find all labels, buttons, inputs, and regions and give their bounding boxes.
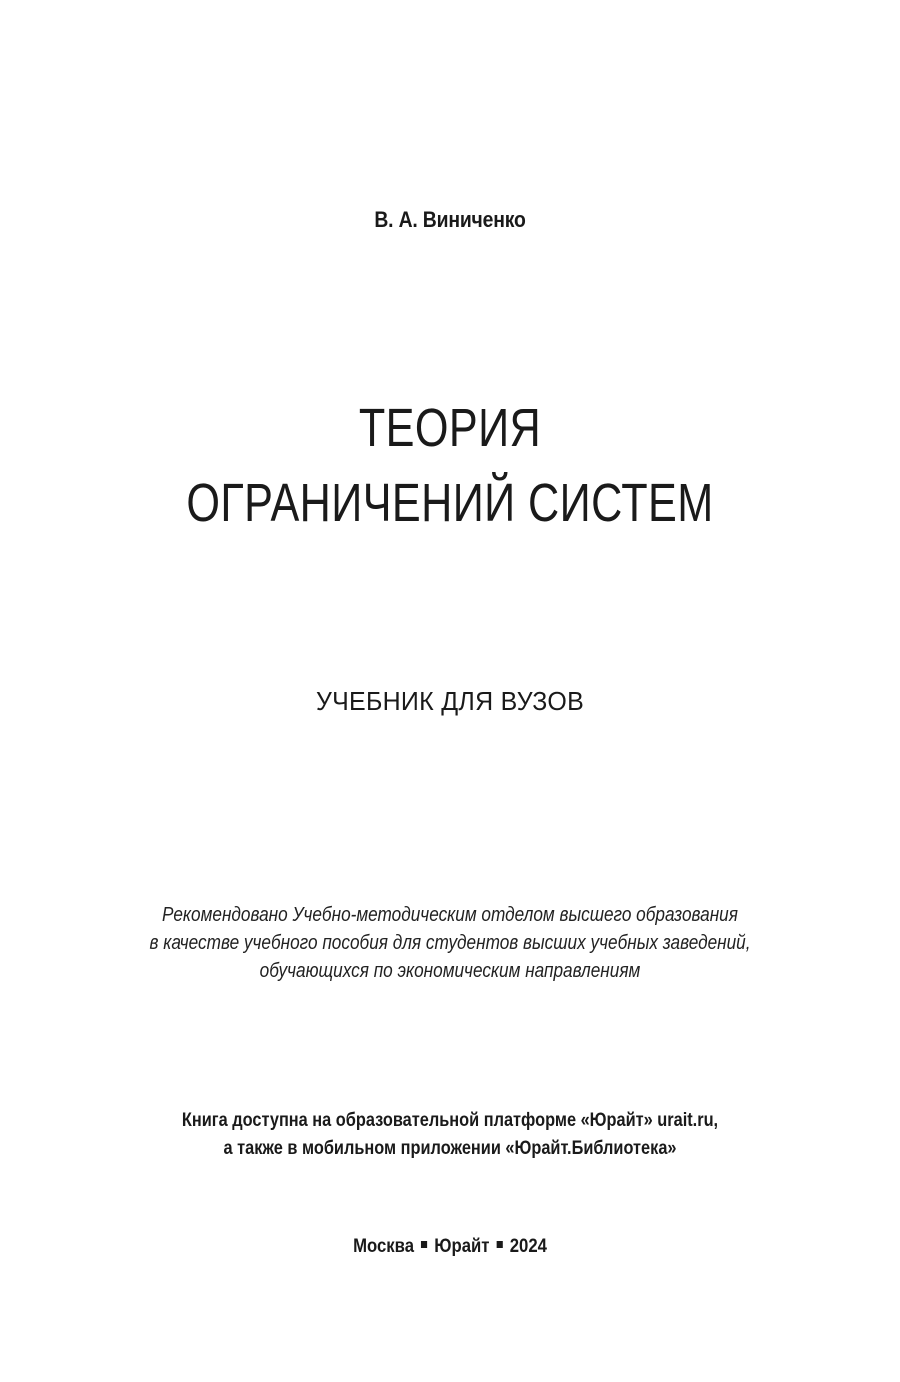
imprint [54, 1234, 846, 1260]
square-separator-icon [421, 1241, 427, 1248]
book-subtitle: УЧЕБНИК ДЛЯ ВУЗОВ [315, 686, 585, 716]
recommendation-line-1: Рекомендовано Учебно-методическим отделом высшего образования [162, 904, 738, 926]
availability-line-2: а также в мобильном приложении «Юрайт.Библиотека» [223, 1138, 677, 1159]
square-separator-icon [497, 1241, 503, 1248]
recommendation-line-2: в качестве учебного пособия для студентов высших учебных заведений, [149, 932, 751, 954]
author-name: В. А. Виниченко [374, 207, 526, 232]
imprint-year: 2024 [509, 1236, 547, 1257]
book-title-line-2: ОГРАНИЧЕНИЙ СИСТЕМ [186, 473, 714, 533]
imprint-publisher: Юрайт [434, 1236, 490, 1257]
availability-line-1: Книга доступна на образовательной платформе «Юрайт» urait.ru, [181, 1110, 719, 1131]
imprint-city: Москва [353, 1236, 415, 1257]
recommendation-line-3: обучающихся по экономическим направлениям [259, 960, 641, 982]
book-title-line-1: ТЕОРИЯ [358, 398, 542, 458]
